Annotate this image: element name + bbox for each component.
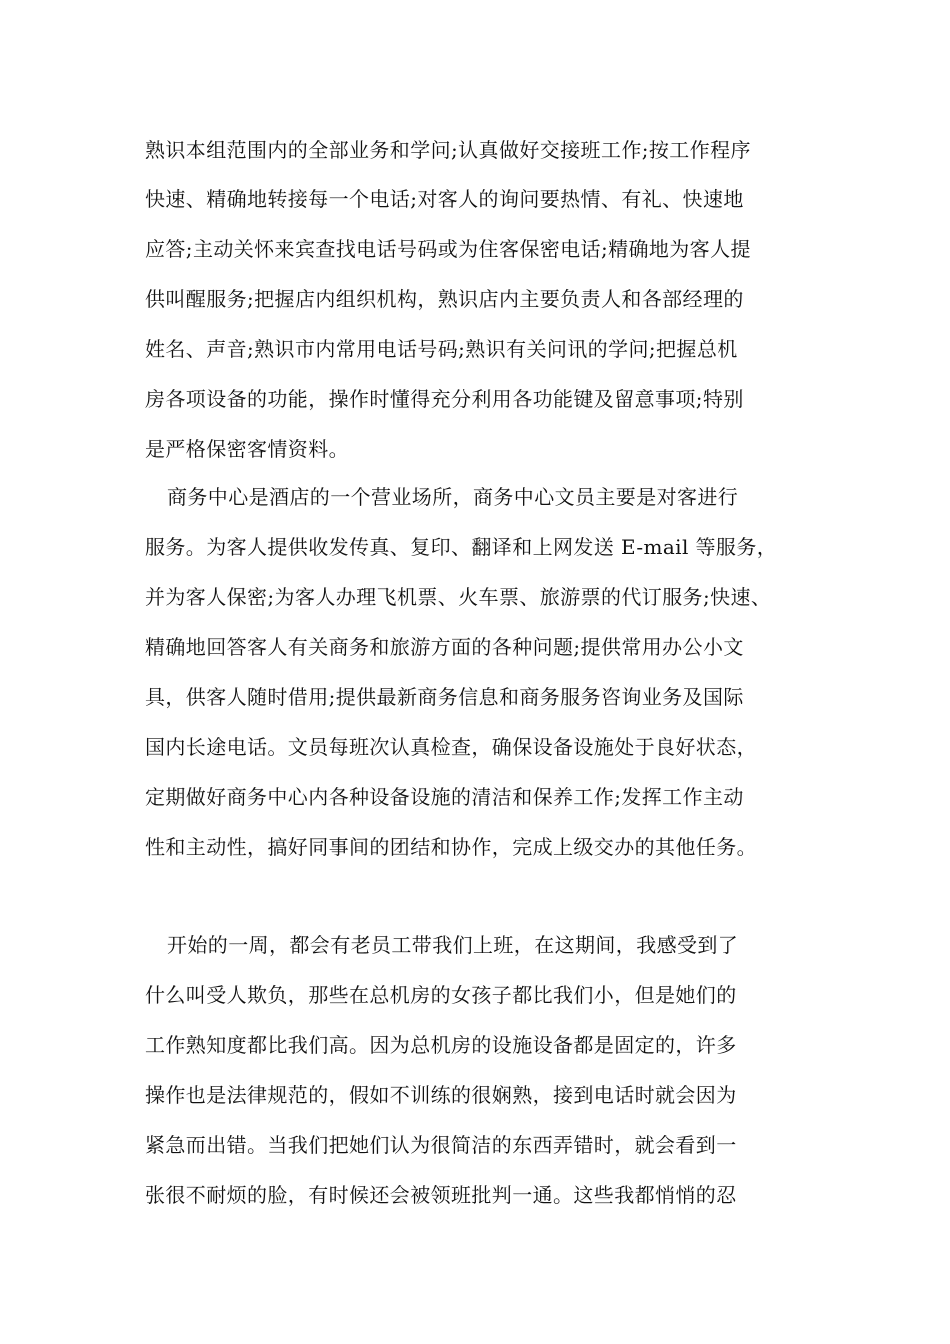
paragraph-1-line-1: 熟识本组范围内的全部业务和学问;认真做好交接班工作;按工作程序	[145, 138, 751, 162]
paragraph-3-line-5: 紧急而出错。当我们把她们认为很简洁的东西弄错时，就会看到一	[145, 1133, 737, 1157]
paragraph-3-line-1: 开始的一周，都会有老员工带我们上班，在这期间，我感受到了	[167, 933, 739, 957]
paragraph-2-line-5: 具，供客人随时借用;提供最新商务信息和商务服务咨询业务及国际	[145, 685, 744, 709]
paragraph-3-line-2: 什么叫受人欺负，那些在总机房的女孩子都比我们小，但是她们的	[145, 983, 737, 1007]
paragraph-1-line-2: 快速、精确地转接每一个电话;对客人的询问要热情、有礼、快速地	[145, 187, 744, 211]
paragraph-1-line-4: 供叫醒服务;把握店内组织机构，熟识店内主要负责人和各部经理的	[145, 287, 744, 311]
paragraph-1-line-6: 房各项设备的功能，操作时懂得充分利用各功能键及留意事项;特别	[145, 387, 744, 411]
paragraph-2-line-6: 国内长途电话。文员每班次认真检查，确保设备设施处于良好状态，	[145, 735, 757, 759]
paragraph-3-line-3: 工作熟知度都比我们高。因为总机房的设施设备都是固定的，许多	[145, 1033, 737, 1057]
paragraph-2-line-4: 精确地回答客人有关商务和旅游方面的各种问题;提供常用办公小文	[145, 635, 744, 659]
paragraph-2-line-3: 并为客人保密;为客人办理飞机票、火车票、旅游票的代订服务;快速、	[145, 585, 772, 609]
paragraph-2-line-2: 服务。为客人提供收发传真、复印、翻译和上网发送 E-mail 等服务，	[145, 535, 778, 559]
paragraph-2-line-8: 性和主动性，搞好同事间的团结和协作，完成上级交办的其他任务。	[145, 835, 757, 859]
paragraph-3-line-4: 操作也是法律规范的，假如不训练的很娴熟，接到电话时就会因为	[145, 1083, 737, 1107]
paragraph-1-line-5: 姓名、声音;熟识市内常用电话号码;熟识有关问讯的学问;把握总机	[145, 337, 738, 361]
paragraph-2-line-7: 定期做好商务中心内各种设备设施的清洁和保养工作;发挥工作主动	[145, 785, 744, 809]
paragraph-1-line-7: 是严格保密客情资料。	[145, 437, 349, 461]
paragraph-3-line-6: 张很不耐烦的脸，有时候还会被领班批判一通。这些我都悄悄的忍	[145, 1183, 737, 1207]
paragraph-1-line-3: 应答;主动关怀来宾查找电话号码或为住客保密电话;精确地为客人提	[145, 237, 751, 261]
paragraph-2-line-1: 商务中心是酒店的一个营业场所，商务中心文员主要是对客进行	[167, 485, 739, 509]
